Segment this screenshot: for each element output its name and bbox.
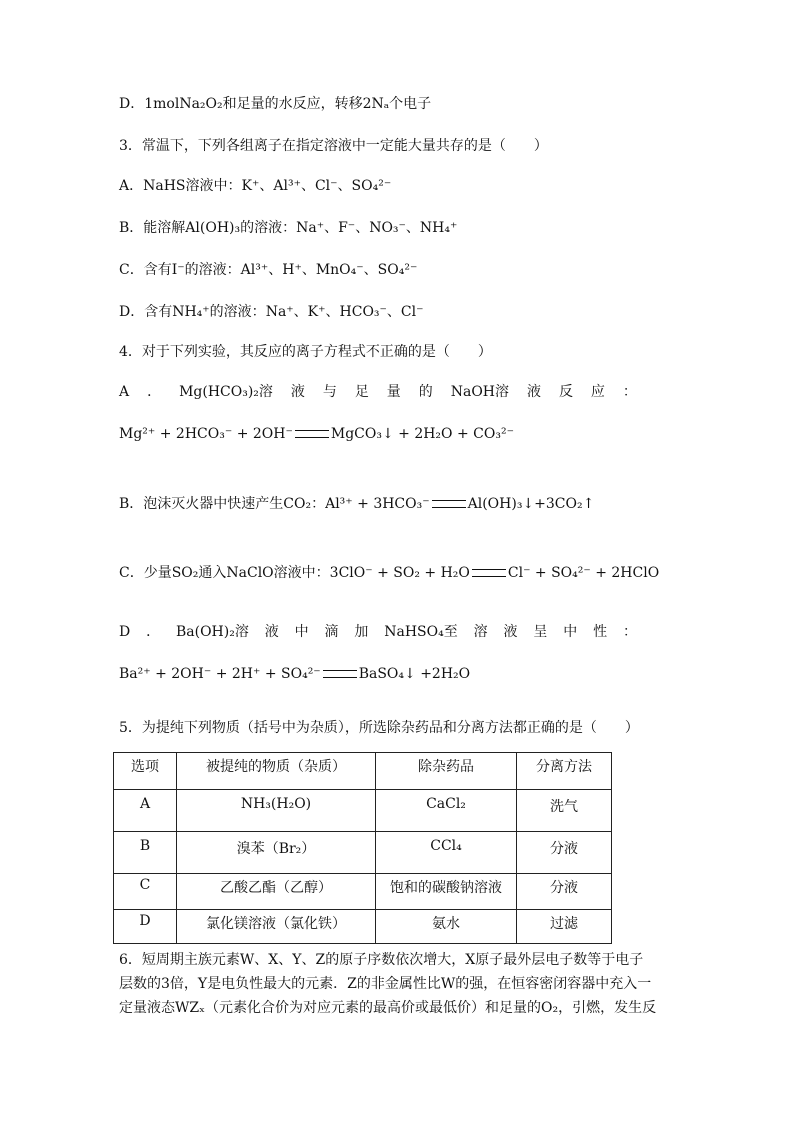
q3-c-ions: Al³⁺、H⁺、MnO₄⁻、SO₄²⁻	[240, 262, 418, 278]
q4-d-word: 滴	[324, 624, 339, 640]
equals-sign-icon	[295, 430, 329, 438]
table-cell: 乙酸乙酯（乙醇）	[177, 874, 376, 910]
table-row	[114, 874, 612, 910]
q3-d-prefix: D．含有NH₄⁺的溶液：	[119, 304, 266, 320]
equals-sign-icon	[323, 670, 357, 678]
q4-a-word: 应	[590, 384, 605, 400]
q3-c-prefix: C．含有I⁻的溶液：	[119, 262, 241, 278]
q3-option-a	[119, 176, 391, 196]
table-cell: CaCl₂	[376, 790, 517, 832]
q4-d-word: 液	[503, 624, 518, 640]
table-cell: D	[114, 910, 177, 944]
table-cell: B	[114, 832, 177, 874]
q4-b-eq-right: Al(OH)₃↓+3CO₂↑	[467, 496, 595, 512]
q4-a-word: ：	[622, 384, 637, 400]
q4-option-a-equation	[119, 424, 514, 444]
q5-options-table	[113, 752, 612, 944]
table-cell: A	[114, 790, 177, 832]
q3-a-ions: K⁺、Al³⁺、Cl⁻、SO₄²⁻	[241, 178, 392, 194]
q4-d-word: D	[119, 624, 131, 640]
table-header-row	[114, 753, 612, 790]
q4-a-eq-left: Mg²⁺ + 2HCO₃⁻ + 2OH⁻	[119, 426, 293, 442]
q4-a-word: NaOH溶	[450, 384, 510, 400]
q4-a-word: 量	[386, 384, 401, 400]
q4-a-word: 液	[290, 384, 305, 400]
q4-option-b	[119, 494, 594, 514]
q4-c-prefix: C．少量SO₂通入NaClO溶液中：	[119, 565, 330, 581]
table-cell: 饱和的碳酸钠溶液	[376, 874, 517, 910]
q4-a-word: ．	[147, 384, 162, 400]
table-row	[114, 832, 612, 874]
q3-stem: 3．常温下，下列各组离子在指定溶液中一定能大量共存的是（ ）	[119, 138, 548, 154]
q4-d-word: NaHSO₄至	[384, 624, 458, 640]
q3-b-ions: Na⁺、F⁻、NO₃⁻、NH₄⁺	[296, 220, 458, 236]
table-header-cell: 选项	[114, 753, 177, 790]
q4-option-d-text	[119, 622, 637, 642]
q3-option-b	[119, 218, 457, 238]
table-cell: 过滤	[517, 910, 612, 944]
q4-d-word: 中	[563, 624, 578, 640]
table-cell: 分液	[517, 874, 612, 910]
q2-option-d: D．1molNa₂O₂和足量的水反应，转移2Nₐ个电子	[119, 96, 432, 112]
table-row	[114, 910, 612, 944]
q4-option-d-equation	[119, 664, 470, 684]
q3-b-prefix: B．能溶解Al(OH)₃的溶液：	[119, 220, 297, 236]
table-cell: 分液	[517, 832, 612, 874]
table-cell: 氯化镁溶液（氯化铁）	[177, 910, 376, 944]
q4-a-word: A	[119, 384, 130, 400]
q3-d-ions: Na⁺、K⁺、HCO₃⁻、Cl⁻	[265, 304, 424, 320]
q4-a-word: Mg(HCO₃)₂溶	[179, 384, 273, 400]
q3-option-d	[119, 302, 424, 322]
table-row	[114, 790, 612, 832]
table-cell: C	[114, 874, 177, 910]
q4-b-eq-left: Al³⁺ + 3HCO₃⁻	[325, 496, 430, 512]
q4-d-word: 液	[264, 624, 279, 640]
q4-a-word: 液	[526, 384, 541, 400]
table-cell: 洗气	[517, 790, 612, 832]
equals-sign-icon	[432, 500, 466, 508]
q6-line: 定量液态WZₓ（元素化合价为对应元素的最高价或最低价）和足量的O₂，引燃，发生反	[119, 1000, 657, 1016]
q4-option-c	[119, 563, 659, 583]
q4-d-word: 性	[593, 624, 608, 640]
table-cell: CCl₄	[376, 832, 517, 874]
q3-a-prefix: A．NaHS溶液中：	[119, 178, 242, 194]
q4-d-word: ：	[622, 624, 637, 640]
q6-line: 层数的3倍，Y是电负性最大的元素．Z的非金属性比W的强，在恒容密闭容器中充入一	[119, 976, 652, 992]
q4-d-eq-left: Ba²⁺ + 2OH⁻ + 2H⁺ + SO₄²⁻	[119, 666, 321, 682]
q4-a-word: 与	[322, 384, 337, 400]
q6-line: 6．短周期主族元素W、X、Y、Z的原子序数依次增大，X原子最外层电子数等于电子	[119, 952, 644, 968]
table-header-cell: 被提纯的物质（杂质）	[177, 753, 376, 790]
q4-c-eq-left: 3ClO⁻ + SO₂ + H₂O	[329, 565, 470, 581]
q4-a-word: 足	[354, 384, 369, 400]
q4-b-prefix: B．泡沫灭火器中快速产生CO₂：	[119, 496, 326, 512]
q4-option-a-text	[119, 382, 637, 402]
q5-stem: 5．为提纯下列物质（括号中为杂质），所选除杂药品和分离方法都正确的是（ ）	[119, 720, 639, 736]
q4-d-word: 中	[294, 624, 309, 640]
q3-option-c	[119, 260, 417, 280]
q4-a-word: 的	[418, 384, 433, 400]
table-cell: NH₃(H₂O)	[177, 790, 376, 832]
q4-d-word: 溶	[473, 624, 488, 640]
q4-a-word: 反	[558, 384, 573, 400]
q4-c-eq-right: Cl⁻ + SO₄²⁻ + 2HClO	[507, 565, 660, 581]
q4-d-eq-right: BaSO₄↓ +2H₂O	[358, 666, 471, 682]
q4-d-word: 呈	[533, 624, 548, 640]
table-cell: 溴苯（Br₂）	[177, 832, 376, 874]
q4-a-eq-right: MgCO₃↓ + 2H₂O + CO₃²⁻	[330, 426, 514, 442]
q6-paragraph	[119, 948, 679, 1020]
table-header-cell: 除杂药品	[376, 753, 517, 790]
q4-d-word: Ba(OH)₂溶	[175, 624, 249, 640]
table-header-cell: 分离方法	[517, 753, 612, 790]
q4-stem: 4．对于下列实验，其反应的离子方程式不正确的是（ ）	[119, 344, 492, 360]
table-cell: 氨水	[376, 910, 517, 944]
q4-d-word: ．	[146, 624, 161, 640]
q4-d-word: 加	[354, 624, 369, 640]
equals-sign-icon	[472, 569, 506, 577]
